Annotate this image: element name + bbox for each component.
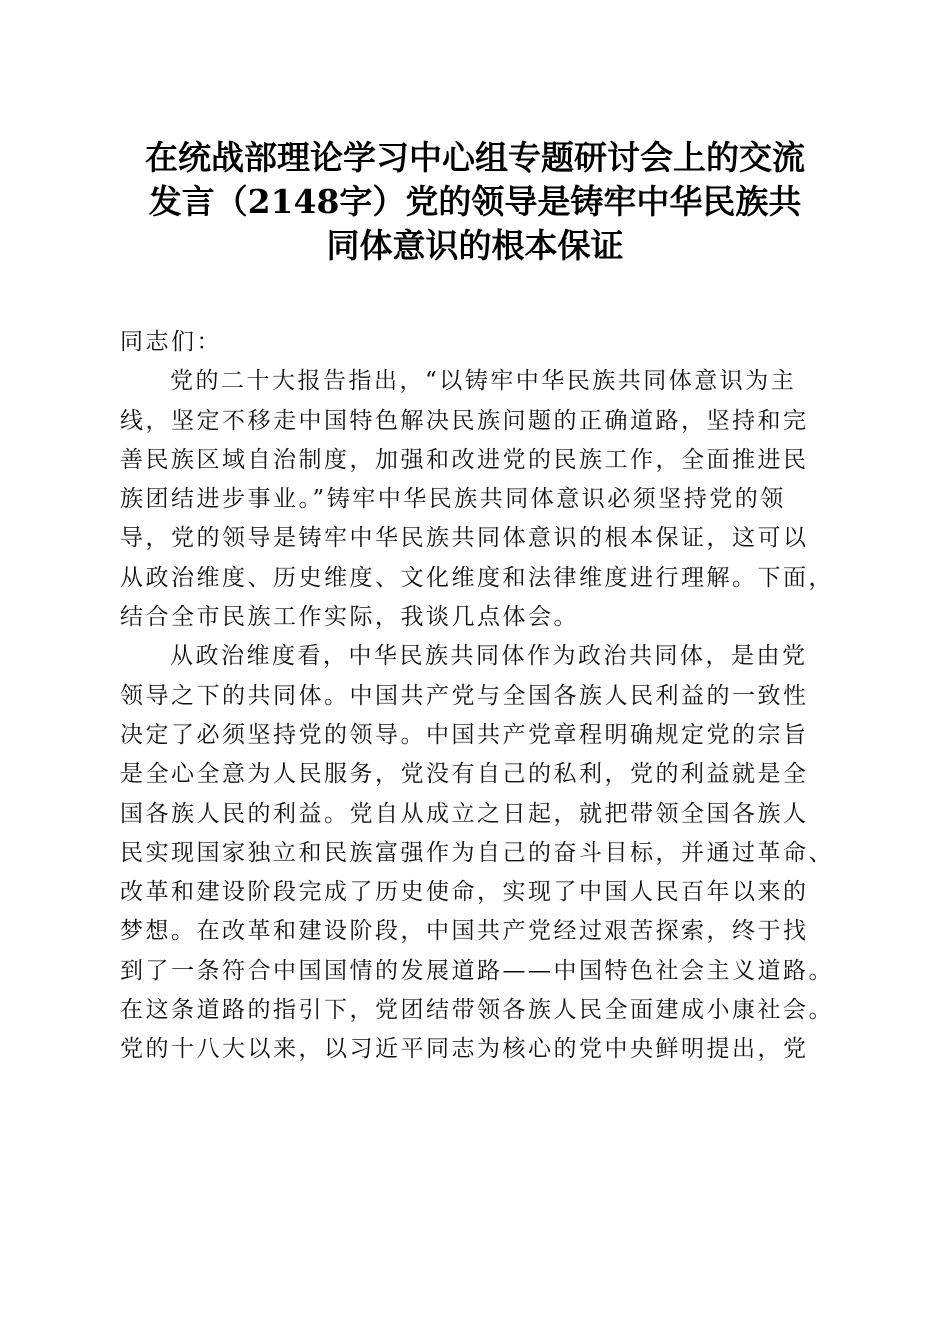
paragraph-2: [120, 637, 840, 1069]
document-body: [120, 323, 840, 1070]
paragraph-line: 国各族人民的利益。党自从成立之日起，就把带领全国各族人: [120, 800, 809, 827]
paragraph-line: 善民族区域自治制度，加强和改进党的民族工作，全面推进民: [120, 446, 809, 473]
paragraph-line: 民实现国家独立和民族富强作为自己的奋斗目标，并通过革命、: [120, 839, 834, 866]
paragraph-line: 从政治维度看，中华民族共同体作为政治共同体，是由党: [170, 643, 808, 670]
title-line: 在统战部理论学习中心组专题研讨会上的交流: [145, 138, 805, 177]
paragraph-line: 党的二十大报告指出，“以铸牢中华民族共同体意识为主: [170, 368, 797, 395]
document-title: [100, 136, 850, 268]
salutation-line: 同志们：: [120, 329, 222, 355]
paragraph-line: 族团结进步事业。”铸牢中华民族共同体意识必须坚持党的领: [120, 486, 786, 513]
paragraph-line: 领导之下的共同体。中国共产党与全国各族人民利益的一致性: [120, 682, 809, 709]
paragraph-line: 在这条道路的指引下，党团结带领各族人民全面建成小康社会。: [120, 997, 834, 1024]
paragraph-1: [120, 362, 840, 637]
paragraph-line: 从政治维度、历史维度、文化维度和法律维度进行理解。下面，: [120, 564, 834, 591]
paragraph-line: 到了一条符合中国国情的发展道路——中国特色社会主义道路。: [120, 957, 834, 984]
salutation: [120, 323, 840, 362]
paragraph-line: 党的十八大以来，以习近平同志为核心的党中央鲜明提出，党: [120, 1036, 809, 1063]
paragraph-line: 是全心全意为人民服务，党没有自己的私利，党的利益就是全: [120, 761, 809, 788]
paragraph-line: 改革和建设阶段完成了历史使命，实现了中国人民百年以来的: [120, 879, 809, 906]
paragraph-line: 导，党的领导是铸牢中华民族共同体意识的根本保证，这可以: [120, 525, 809, 552]
title-line: 同体意识的根本保证: [326, 226, 624, 265]
paragraph-line: 梦想。在改革和建设阶段，中国共产党经过艰苦探索，终于找: [120, 918, 809, 945]
paragraph-line: 结合全市民族工作实际，我谈几点体会。: [120, 604, 579, 631]
title-line: 发言（2148字）党的领导是铸牢中华民族共: [148, 182, 802, 221]
paragraph-line: 线，坚定不移走中国特色解决民族问题的正确道路，坚持和完: [120, 407, 809, 434]
paragraph-line: 决定了必须坚持党的领导。中国共产党章程明确规定党的宗旨: [120, 721, 809, 748]
